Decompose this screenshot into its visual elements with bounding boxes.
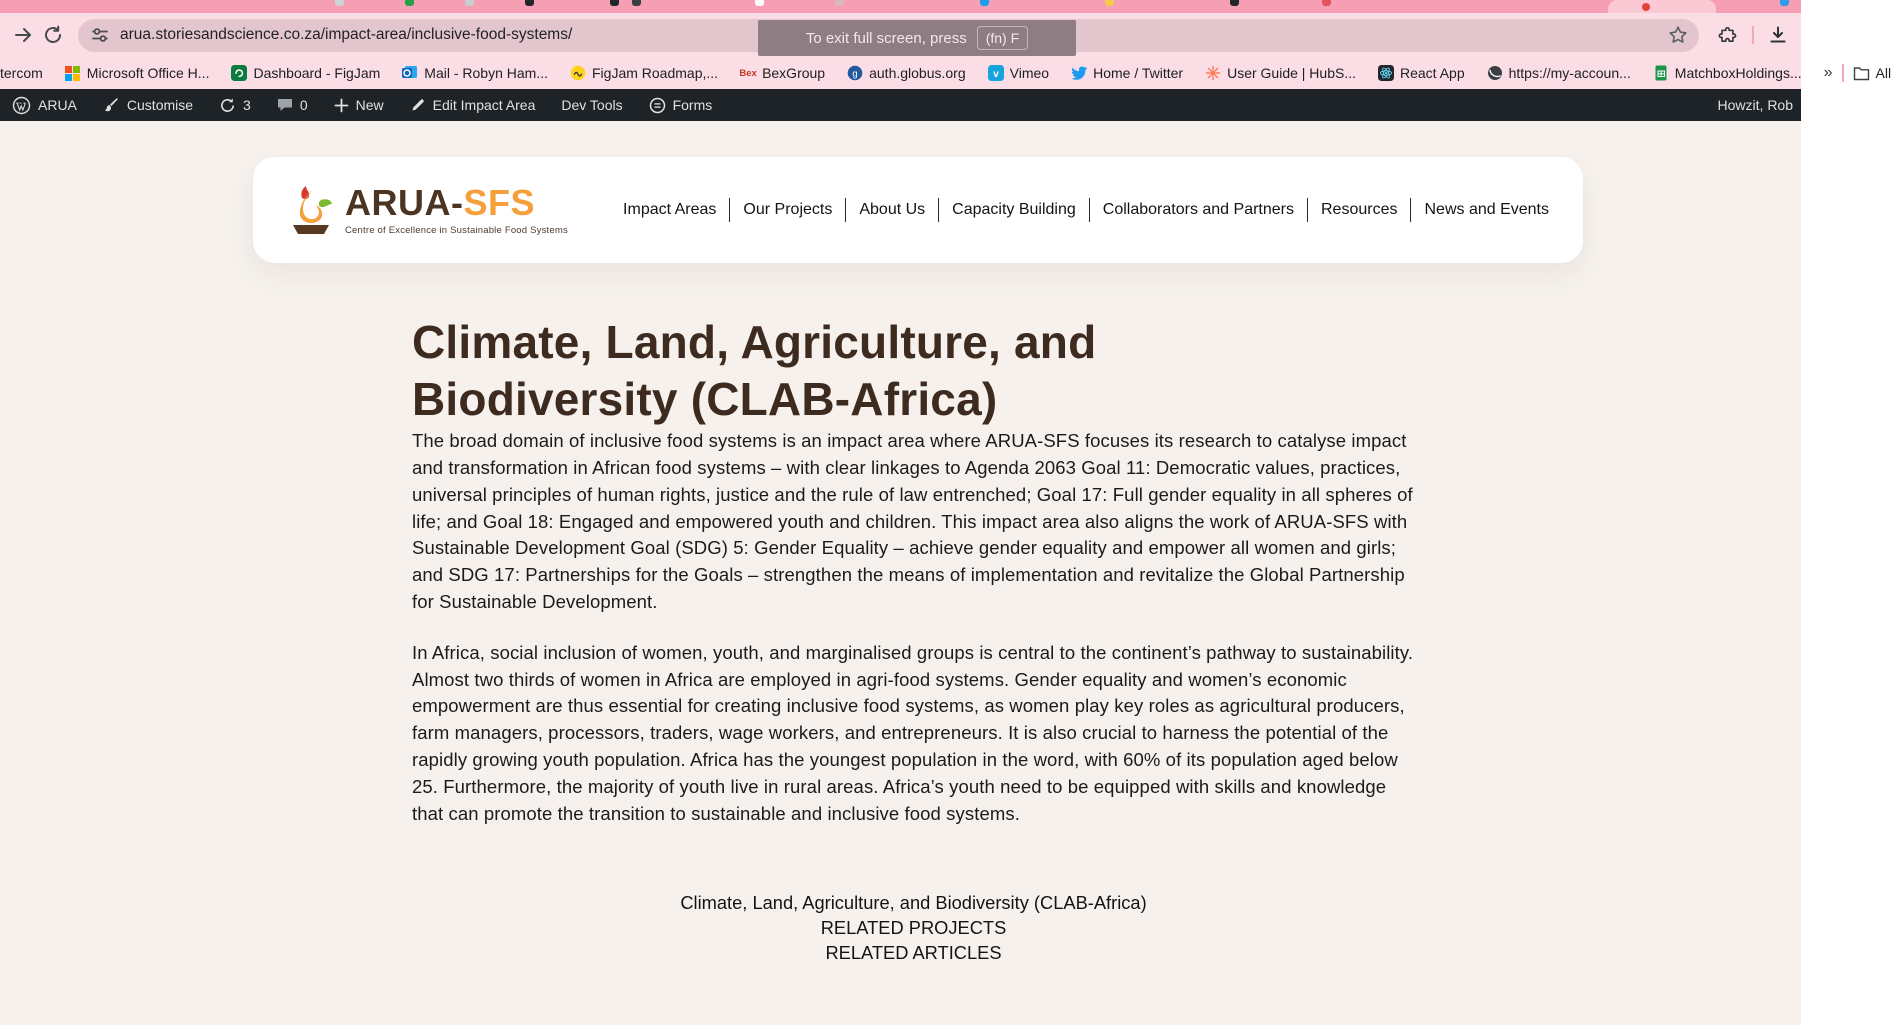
tab-favicon-fragment <box>525 0 534 6</box>
bookmark-item[interactable] <box>740 65 825 81</box>
tab-favicon-fragment <box>1105 0 1114 6</box>
nav-item[interactable]: News and Events <box>1424 201 1549 219</box>
brand-tagline: Centre of Excellence in Sustainable Food Systems <box>345 224 568 236</box>
admin-bar-label: 3 <box>243 97 251 113</box>
admin-bar-label: Edit Impact Area <box>432 97 536 113</box>
folder-icon <box>1854 65 1870 81</box>
body-copy <box>412 428 1415 827</box>
globus-icon <box>847 65 863 81</box>
globe-icon <box>1487 65 1503 81</box>
admin-bar-item[interactable] <box>649 97 713 114</box>
admin-bar-label: ARUA <box>38 97 77 113</box>
reload-button[interactable] <box>38 20 68 50</box>
nav-item[interactable]: Collaborators and Partners <box>1090 198 1308 221</box>
toast-key-label: (fn) F <box>977 26 1028 50</box>
main-content <box>412 314 1415 966</box>
bookmark-item[interactable] <box>1487 65 1631 81</box>
wp-admin-bar <box>0 89 1801 121</box>
admin-bar-label: Customise <box>126 97 194 113</box>
twitter-icon <box>1071 65 1087 81</box>
bookmark-label: Mail - Robyn Ham... <box>424 65 548 81</box>
bottom-links <box>412 891 1415 966</box>
bookmark-item[interactable] <box>231 65 380 81</box>
flame-bowl-logo-icon <box>287 184 335 236</box>
bottom-link[interactable]: RELATED PROJECTS <box>820 917 1007 939</box>
bookmarks-bar <box>0 57 1891 89</box>
site-info-icon[interactable] <box>90 25 110 45</box>
bookmark-label: tercom <box>0 65 43 81</box>
downloads-icon[interactable] <box>1763 20 1793 50</box>
admin-bar-label: Dev Tools <box>561 97 623 113</box>
figjam-dark-icon <box>231 65 247 81</box>
plus-icon <box>334 98 349 113</box>
react-icon <box>1378 65 1394 81</box>
admin-bar-label: New <box>355 97 384 113</box>
microsoft-icon <box>65 65 81 81</box>
vimeo-icon <box>988 65 1004 81</box>
hubspot-icon <box>1205 65 1221 81</box>
bookmark-star-icon[interactable] <box>1667 24 1689 46</box>
all-bookmarks-label: All <box>1875 65 1891 81</box>
bookmark-item[interactable] <box>1205 65 1356 81</box>
bookmark-item[interactable] <box>988 65 1049 81</box>
admin-bar-item[interactable] <box>12 96 77 115</box>
bottom-link[interactable]: Climate, Land, Agriculture, and Biodiversity (CLAB-Africa) <box>680 892 1147 914</box>
bex-icon: Bex <box>739 67 757 79</box>
bookmark-item[interactable] <box>1653 65 1802 81</box>
tab-favicon-fragment <box>405 0 414 6</box>
bookmark-item[interactable] <box>570 65 718 81</box>
site-page <box>0 121 1801 1025</box>
admin-greeting[interactable]: Howzit, Rob <box>1717 97 1793 113</box>
updates-icon <box>219 97 236 114</box>
tab-favicon-fragment <box>835 0 844 6</box>
admin-bar-item[interactable] <box>561 97 622 113</box>
bookmark-label: React App <box>1400 65 1465 81</box>
bookmark-item[interactable] <box>65 65 210 81</box>
paragraph: The broad domain of inclusive food systems is an impact area where ARUA-SFS focuses its research to catalyse impact and transformation in African food systems – with clear linkages to Agenda 2063 Goal 11: Democratic values, practices, universal principles of human rights, justice and the rule of law entrenched; Goal 17: Full gender equality in all spheres of life; and Goal 18: Engaged and empowered youth and children. This impact area also aligns the work of ARUA-SFS with Sustainable Development Goal (SDG) 5: Gender Equality – achieve gender equality and empower all women and girls; and SDG 17: Partnerships for the Goals – strengthen the means of implementation and revitalize the Global Partnership for Sustainable Development. <box>412 430 1413 612</box>
admin-bar-label: Forms <box>672 97 713 113</box>
tab-favicon-fragment <box>610 0 619 6</box>
url-text[interactable]: arua.storiesandscience.co.za/impact-area/inclusive-food-systems/ <box>120 26 573 43</box>
tab-favicon-fragment <box>465 0 474 6</box>
active-tab[interactable] <box>1608 0 1716 13</box>
page-title: Climate, Land, Agriculture, and Biodiversity (CLAB-Africa) <box>412 316 1097 426</box>
paragraph: In Africa, social inclusion of women, youth, and marginalised groups is central to the continent’s pathway to sustainability. Almost two thirds of women in Africa are employed in agri-food systems. Gender equality and women’s economic empowerment are thus essential for creating inclusive food systems, as women play key roles as agricultural producers, farm managers, processors, traders, wage workers, and entrepreneurs. It is also crucial to harness the potential of the rapidly growing youth population. Africa has the youngest population in the word, with 60% of its population aged below 25. Furthermore, the majority of youth live in rural areas. Africa’s youth need to be equipped with skills and knowledge that can promote the transition to sustainable and inclusive food systems. <box>412 641 1414 824</box>
bookmark-label: MatchboxHoldings... <box>1674 65 1802 81</box>
brand-wordmark: ARUA-SFS <box>345 181 535 223</box>
comment-icon <box>277 98 293 112</box>
admin-bar-label: 0 <box>299 97 308 113</box>
bottom-link[interactable]: RELATED ARTICLES <box>825 942 1002 964</box>
bookmark-item[interactable] <box>0 65 43 81</box>
all-bookmarks-button[interactable] <box>1854 65 1891 81</box>
forward-button[interactable] <box>8 20 38 50</box>
outlook-icon <box>402 65 418 81</box>
bookmark-item[interactable] <box>1071 65 1183 81</box>
forms-icon <box>649 97 666 114</box>
tab-favicon-fragment <box>1780 0 1789 6</box>
figjam-yellow-icon <box>570 65 586 81</box>
brush-icon <box>103 97 120 114</box>
nav-item[interactable]: Resources <box>1308 198 1411 221</box>
svg-text:v: v <box>992 69 999 80</box>
fullscreen-toast <box>758 20 1076 56</box>
admin-bar-item[interactable] <box>334 97 384 113</box>
bookmark-label: auth.globus.org <box>869 65 966 81</box>
bookmark-item[interactable] <box>847 65 966 81</box>
nav-item[interactable]: Our Projects <box>730 198 846 221</box>
nav-item[interactable]: Capacity Building <box>939 198 1090 221</box>
tab-favicon-fragment <box>632 0 641 6</box>
bookmark-label: Home / Twitter <box>1093 65 1184 81</box>
admin-bar-item[interactable] <box>277 97 308 113</box>
admin-bar-item[interactable] <box>219 97 251 114</box>
bookmarks-divider <box>1842 64 1844 82</box>
nav-item[interactable]: About Us <box>846 198 939 221</box>
site-logo[interactable] <box>287 181 568 236</box>
admin-bar-item[interactable] <box>410 97 536 113</box>
toast-text: To exit full screen, press <box>805 29 967 47</box>
bookmarks-overflow-icon[interactable]: » <box>1823 64 1832 81</box>
nav-item[interactable]: Impact Areas <box>610 198 730 221</box>
tab-favicon-fragment <box>335 0 344 6</box>
tab-strip[interactable] <box>0 0 1801 13</box>
bookmark-label: Microsoft Office H... <box>86 65 210 81</box>
bookmark-label: https://my-accoun... <box>1508 65 1631 81</box>
bookmark-label: User Guide | HubS... <box>1227 65 1356 81</box>
bookmark-item[interactable] <box>402 65 548 81</box>
bookmark-label: Vimeo <box>1009 65 1050 81</box>
main-navigation <box>610 198 1549 221</box>
tab-favicon-fragment <box>755 0 764 6</box>
sheets-icon <box>1653 65 1669 81</box>
svg-text:g: g <box>852 68 858 80</box>
extensions-icon[interactable] <box>1713 20 1743 50</box>
admin-bar-item[interactable] <box>103 97 193 114</box>
toolbar-divider <box>1752 26 1754 44</box>
pencil-icon <box>410 97 426 113</box>
tab-favicon <box>1642 3 1650 11</box>
tab-favicon-fragment <box>1322 0 1331 6</box>
bookmark-label: BexGroup <box>762 65 826 81</box>
bookmark-item[interactable] <box>1378 65 1465 81</box>
bookmark-label: Dashboard - FigJam <box>253 65 381 81</box>
tab-favicon-fragment <box>1230 0 1239 6</box>
site-header-card <box>253 157 1583 263</box>
bookmark-label: FigJam Roadmap,... <box>592 65 719 81</box>
wordpress-icon <box>12 96 31 115</box>
tab-favicon-fragment <box>980 0 989 6</box>
